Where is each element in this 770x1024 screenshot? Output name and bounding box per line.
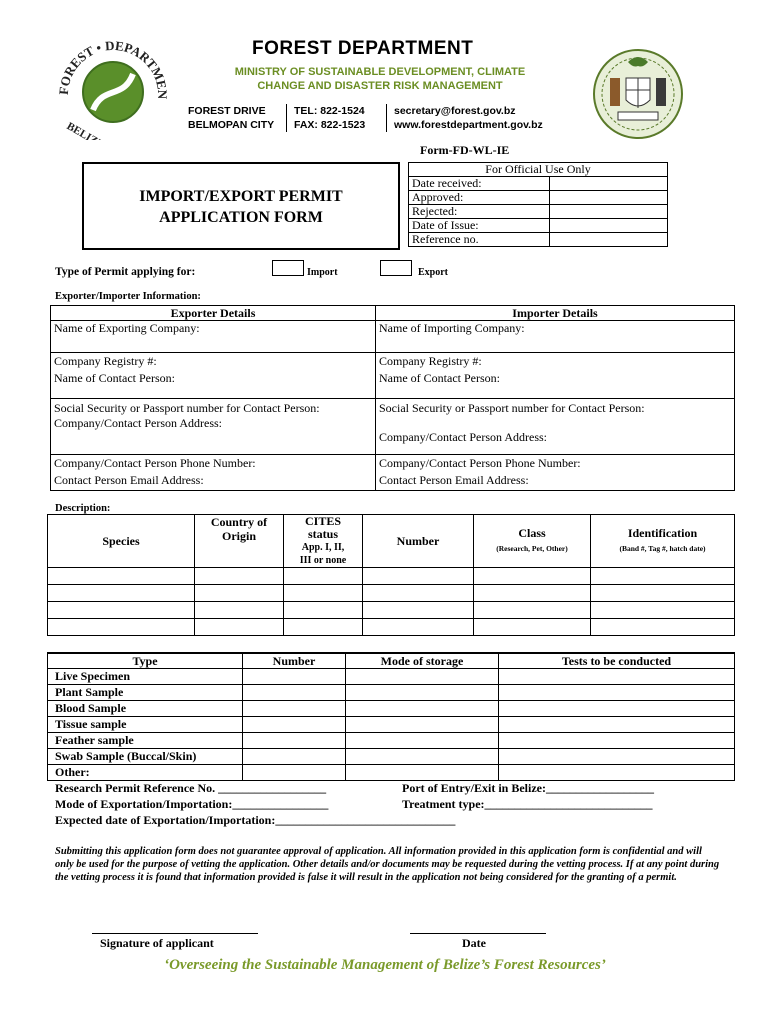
official-value-field[interactable] [550,233,668,247]
importer-heading: Importer Details [376,306,735,321]
field-label: Company Registry #: [379,354,482,368]
header-divider-1 [286,104,287,132]
cell[interactable] [499,733,735,749]
treatment-type-field[interactable]: Treatment type:____________________________ [402,797,653,811]
cell[interactable] [284,602,363,619]
cell[interactable] [346,765,499,781]
col-country-1: Country of [210,515,268,529]
exporter-passport-field[interactable] [51,399,376,455]
svg-text:BELIZE: BELIZE [64,120,106,140]
cell[interactable] [591,585,735,602]
cell[interactable] [474,568,591,585]
col-class-title: Class [518,526,546,540]
official-row: Approved: [409,191,550,205]
sample-type: Swab Sample (Buccal/Skin) [48,749,243,765]
cell[interactable] [195,585,284,602]
cell[interactable] [243,749,346,765]
address-line-2: BELMOPAN CITY [188,119,275,131]
export-label: Export [418,267,448,278]
field-label: Contact Person Email Address: [54,473,204,487]
field-label: Name of Importing Company: [379,321,525,335]
official-row: Date received: [409,177,550,191]
cell[interactable] [363,602,474,619]
form-title-2: APPLICATION FORM [159,209,323,226]
col-ident-sub: (Band #, Tag #, hatch date) [619,544,706,553]
col-species: Species [48,515,195,568]
header-address [188,104,274,132]
species-row [48,568,735,585]
sample-type: Other: [48,765,243,781]
official-row: Date of Issue: [409,219,550,233]
cell[interactable] [499,669,735,685]
col-cites-4: III or none [299,555,347,566]
cell[interactable] [474,585,591,602]
date-line[interactable] [410,933,546,934]
import-checkbox[interactable] [272,260,304,276]
col-cites [284,515,363,568]
field-label: Company Registry #: [54,354,157,368]
export-checkbox[interactable] [380,260,412,276]
cell[interactable] [346,669,499,685]
motto: ‘Overseeing the Sustainable Management of Belize’s Forest Resources’ [164,957,606,973]
tel: TEL: 822-1524 [294,105,365,117]
cell[interactable] [243,669,346,685]
cell[interactable] [195,619,284,636]
description-label: Description: [55,503,111,514]
field-label: Name of Exporting Company: [54,321,200,335]
disclaimer: Submitting this application form does not guarantee approval of application. All information provided in this application form is confidential and will only be used for the purpose of vetting the application. Other details and/or documents may be requested during the vetting process. If at any point during the vetting process it is found that information provided is false it will result in the application not being considered for the granting of a permit. [55,846,720,883]
research-permit-ref-field[interactable]: Research Permit Reference No. __________________ [55,781,327,795]
belize-coat-of-arms [588,48,688,140]
cell[interactable] [48,619,195,636]
importer-company-field[interactable] [376,321,735,353]
col-sample-number: Number [243,653,346,669]
official-use-table [408,162,668,247]
cell[interactable] [591,619,735,636]
field-label: Company/Contact Person Address: [54,416,222,430]
species-row [48,585,735,602]
form-title-box [82,162,400,250]
cell[interactable] [499,765,735,781]
port-of-entry-field[interactable]: Port of Entry/Exit in Belize:__________________ [402,781,654,795]
field-label: Social Security or Passport number for Contact Person: [54,401,320,415]
col-type: Type [48,653,243,669]
field-label: Social Security or Passport number for Contact Person: [379,401,645,415]
cell[interactable] [195,568,284,585]
cell[interactable] [243,733,346,749]
sample-type: Blood Sample [48,701,243,717]
importer-phone-field[interactable] [376,455,735,491]
col-ident [591,515,735,568]
forest-department-logo [48,40,178,140]
cell[interactable] [499,701,735,717]
col-class-sub: (Research, Pet, Other) [496,544,568,553]
official-row: Rejected: [409,205,550,219]
official-heading: For Official Use Only [409,163,668,177]
sample-type: Tissue sample [48,717,243,733]
form-code: Form-FD-WL-IE [420,143,510,157]
col-class [474,515,591,568]
cell[interactable] [346,733,499,749]
cell[interactable] [48,568,195,585]
header-title: FOREST DEPARTMENT [252,38,474,59]
species-row [48,602,735,619]
cell[interactable] [499,749,735,765]
field-label: Company/Contact Person Address: [379,430,547,444]
col-country [195,515,284,568]
species-table [47,514,735,636]
cell[interactable] [48,602,195,619]
sample-type: Plant Sample [48,685,243,701]
cell[interactable] [346,749,499,765]
svg-text:FOREST • DEPARTMENT: FOREST • DEPARTMEN [55,40,171,100]
official-row: Reference no. [409,233,550,247]
cell[interactable] [591,602,735,619]
permit-type-label: Type of Permit applying for: [55,266,196,278]
importer-passport-field[interactable] [376,399,735,455]
official-value-field[interactable] [550,205,668,219]
header-contact [394,104,543,132]
field-label: Contact Person Email Address: [379,473,529,487]
cell[interactable] [363,585,474,602]
expected-date-field[interactable]: Expected date of Exportation/Importation:______________________________ [55,813,456,827]
email: secretary@forest.gov.bz [394,105,516,117]
cell[interactable] [474,602,591,619]
importer-registry-field[interactable] [376,353,735,399]
cell[interactable] [243,717,346,733]
cell[interactable] [363,619,474,636]
cell[interactable] [243,701,346,717]
cell[interactable] [499,717,735,733]
field-label: Name of Contact Person: [54,371,175,385]
cell[interactable] [346,685,499,701]
samples-table [47,652,735,781]
form-title-1: IMPORT/EXPORT PERMIT [139,188,343,205]
header-ministry-2: CHANGE AND DISASTER RISK MANAGEMENT [257,80,503,92]
import-label: Import [307,267,338,278]
field-label: Company/Contact Person Phone Number: [379,456,581,470]
cell[interactable] [284,568,363,585]
col-cites-3: App. I, II, [301,542,345,553]
cell[interactable] [243,685,346,701]
field-label: Name of Contact Person: [379,371,500,385]
fax: FAX: 822-1523 [294,119,366,131]
cell[interactable] [499,685,735,701]
mode-of-exportation-field[interactable]: Mode of Exportation/Importation:________________ [55,797,329,811]
col-ident-title: Identification [627,526,698,540]
cell[interactable] [284,585,363,602]
official-value-field[interactable] [550,219,668,233]
exporter-phone-field[interactable] [51,455,376,491]
cell[interactable] [48,585,195,602]
official-value-field[interactable] [550,191,668,205]
exporter-company-field[interactable] [51,321,376,353]
signature-line[interactable] [92,933,258,934]
exporter-registry-field[interactable] [51,353,376,399]
cell[interactable] [346,717,499,733]
col-cites-2: status [307,527,338,541]
cell[interactable] [243,765,346,781]
website: www.forestdepartment.gov.bz [394,119,543,131]
col-number: Number [363,515,474,568]
date-label: Date [462,936,486,950]
col-storage: Mode of storage [346,653,499,669]
header-phone [294,104,365,132]
exporter-heading: Exporter Details [51,306,376,321]
sample-type: Live Specimen [48,669,243,685]
col-tests: Tests to be conducted [499,653,735,669]
address-line-1: FOREST DRIVE [188,105,266,117]
exporter-importer-table [50,305,735,491]
header-divider-2 [386,104,387,132]
col-country-2: Origin [221,529,256,543]
official-value-field[interactable] [550,177,668,191]
exporter-importer-section-label: Exporter/Importer Information: [55,291,201,302]
sample-type: Feather sample [48,733,243,749]
cell[interactable] [195,602,284,619]
header-ministry-1: MINISTRY OF SUSTAINABLE DEVELOPMENT, CLIMATE [234,66,526,78]
cell[interactable] [284,619,363,636]
cell[interactable] [363,568,474,585]
field-label: Company/Contact Person Phone Number: [54,456,256,470]
col-cites-1: CITES [304,514,342,528]
signature-label: Signature of applicant [100,936,214,950]
cell[interactable] [346,701,499,717]
cell[interactable] [591,568,735,585]
species-row [48,619,735,636]
cell[interactable] [474,619,591,636]
